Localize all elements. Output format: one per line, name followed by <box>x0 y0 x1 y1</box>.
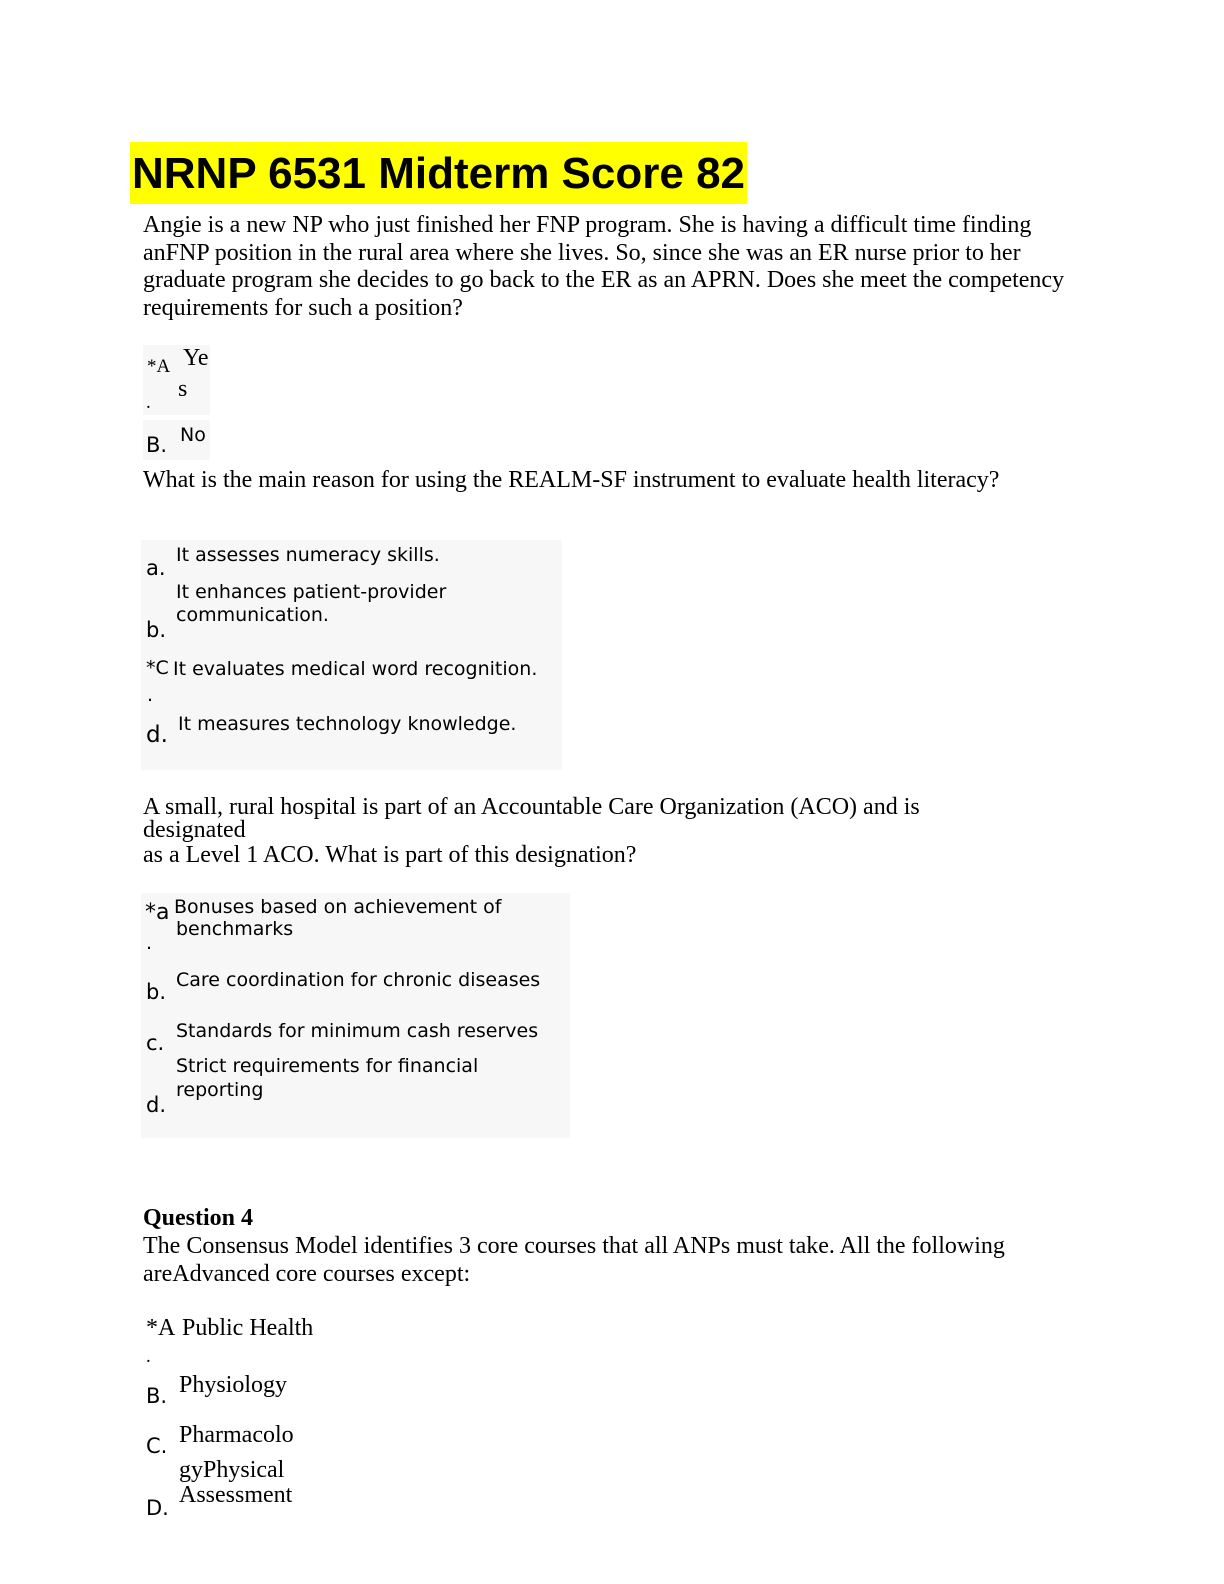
q1-option-b-marker: B. <box>146 433 168 457</box>
q4-option-c-text-line1[interactable]: Pharmacolo <box>179 1422 294 1448</box>
q1-option-a-marker: *A <box>147 356 171 377</box>
q3-option-a-dot: . <box>146 932 153 954</box>
question-3-text-line3: as a Level 1 ACO. What is part of this designation? <box>143 842 637 868</box>
q3-option-b-text[interactable]: Care coordination for chronic diseases <box>176 969 541 991</box>
q4-option-b-marker[interactable]: B. <box>146 1384 168 1408</box>
question-4-text: The Consensus Model identifies 3 core courses that all ANPs must take. All the following areAdvanced core courses except: <box>143 1233 1005 1287</box>
q3-option-d-text-line1[interactable]: Strict requirements for financial <box>176 1055 479 1077</box>
q1-option-a-text-line1: Ye <box>183 345 209 371</box>
q2-option-a-text[interactable]: It assesses numeracy skills. <box>176 544 440 566</box>
q2-option-b-text-line1[interactable]: It enhances patient-provider <box>176 581 447 603</box>
q4-option-a-text[interactable]: Public Health <box>182 1315 314 1341</box>
q4-option-d-marker[interactable]: D. <box>146 1496 169 1520</box>
q2-option-c-text[interactable]: It evaluates medical word recognition. <box>173 658 538 680</box>
q2-option-d-marker[interactable]: d. <box>146 722 168 748</box>
q3-option-d-marker[interactable]: d. <box>146 1093 167 1117</box>
page-title: NRNP 6531 Midterm Score 82 <box>130 142 747 204</box>
q3-option-d-text-line2[interactable]: reporting <box>176 1079 264 1101</box>
q3-option-a-text-line2[interactable]: benchmarks <box>176 918 294 940</box>
q4-option-c-marker[interactable]: C. <box>146 1434 168 1458</box>
q1-option-a-text-line2: s <box>178 376 188 402</box>
q4-option-b-text[interactable]: Physiology <box>179 1372 288 1398</box>
question-3-text-line2: designated <box>143 817 246 843</box>
q4-option-a-marker[interactable]: *A <box>146 1315 176 1341</box>
q2-option-a-marker[interactable]: a. <box>146 556 166 580</box>
question-3-text-line1: A small, rural hospital is part of an Accountable Care Organization (ACO) and is <box>143 794 920 820</box>
q2-option-b-text-line2[interactable]: communication. <box>176 604 329 626</box>
question-2-text: What is the main reason for using the REALM-SF instrument to evaluate health literacy? <box>143 467 1000 493</box>
q3-option-c-marker[interactable]: c. <box>146 1031 165 1055</box>
q4-option-c-text-line2[interactable]: gyPhysical <box>179 1457 285 1483</box>
q2-option-c-dot: . <box>147 684 154 706</box>
q4-option-d-text[interactable]: Assessment <box>179 1482 293 1508</box>
q3-option-b-marker[interactable]: b. <box>146 980 167 1004</box>
q3-option-a-marker[interactable]: *a <box>145 900 170 925</box>
question-1-text: Angie is a new NP who just finished her FNP program. She is having a difficult time finding anFNP position in the rural area where she lives. So, since she was an ER nurse prior to her graduate program she decides to go back to the ER as an APRN. Does she meet the competency requirements for such a position? <box>143 212 1065 321</box>
q1-option-a-dot: . <box>146 392 151 413</box>
q2-option-b-marker[interactable]: b. <box>146 618 167 642</box>
q3-option-c-text[interactable]: Standards for minimum cash reserves <box>176 1020 539 1042</box>
question-4-heading: Question 4 <box>143 1205 254 1231</box>
q2-option-d-text[interactable]: It measures technology knowledge. <box>178 713 517 735</box>
q2-option-c-marker[interactable]: *C <box>146 657 169 679</box>
q1-option-b-text: No <box>180 424 206 446</box>
q4-option-a-dot: . <box>146 1346 151 1367</box>
q3-option-a-text-line1[interactable]: Bonuses based on achievement of <box>174 896 502 918</box>
